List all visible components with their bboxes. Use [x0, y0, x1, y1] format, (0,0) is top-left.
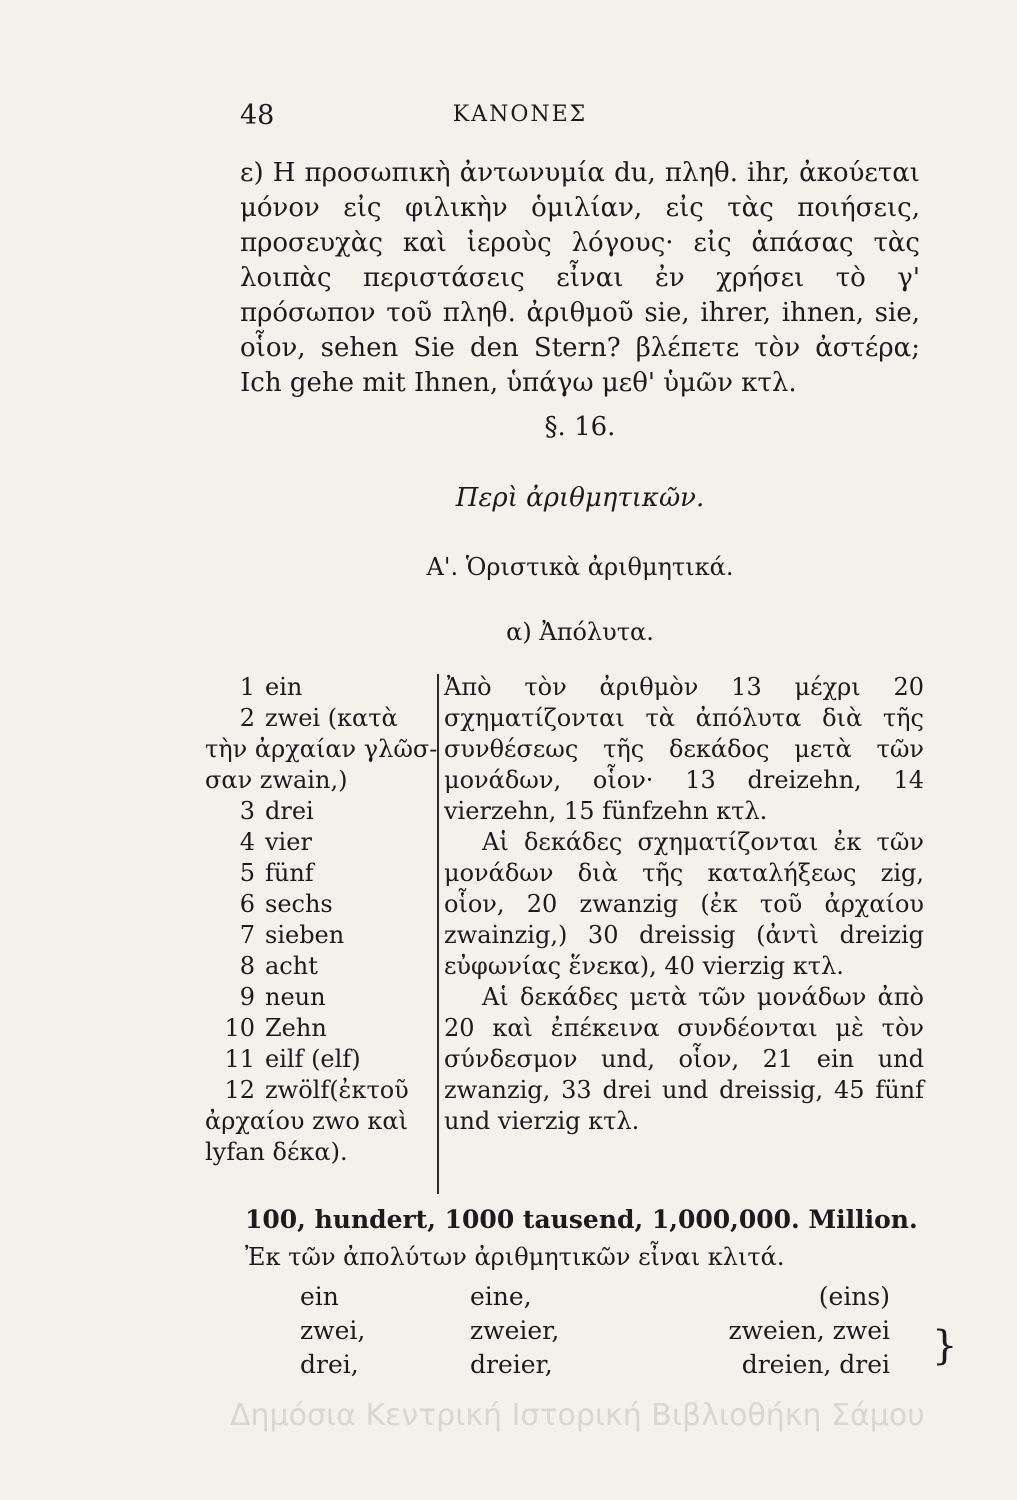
- paragraph-e-text: ε) Η προσωπικὴ ἀντωνυμία du, πληθ. ihr, ἀκούεται μόνον εἰς φιλικὴν ὁμιλίαν, εἰς τὰς ποιήσεις, προσευχὰς καὶ ἱεροὺς λόγους· εἰς ἁπάσας τὰς λοιπὰς περιστάσεις εἶναι ἐν χρήσει τὸ γ' πρόσωπον τοῦ πληθ. ἀριθμοῦ sie, ihrer, ihnen, sie, οἷον, sehen Sie den Stern? βλέπετε τὸν ἀστέρα; Ich gehe mit Ihnen, ὑπάγω μεθ' ὑμῶν κτλ.: [240, 158, 920, 398]
- section-title: Περὶ ἀριθμητικῶν.: [455, 483, 705, 513]
- list-item: ἀρχαίου zwo καὶ: [205, 1107, 409, 1135]
- list-item: 4 vier: [239, 828, 312, 856]
- list-item: τὴν ἀρχαίαν γλῶσ-: [205, 735, 438, 763]
- column-divider: [437, 674, 439, 1194]
- list-item: 9 neun: [239, 983, 326, 1011]
- explanation-paragraph-2: Αἱ δεκάδες σχηματίζονται ἐκ τῶν μονάδων διὰ τῆς καταλήξεως zig, οἷον, 20 zwanzig (ἐκ τοῦ ἀρχαίου zwainzig,) 30 dreissig (ἀντὶ dreizig εὐφωνίας ἕνεκα), 40 vierzig κτλ.: [444, 828, 924, 980]
- list-item: 1 ein: [239, 673, 303, 701]
- explanation-paragraph-3: Αἱ δεκάδες μετὰ τῶν μονάδων ἀπὸ 20 καὶ ἐπέκεινα συνδέονται μὲ τὸν σύνδεσμον und, οἷον, 21 ein und zwanzig, 33 drei und dreissig, 45 fünf und vierzig κτλ.: [444, 983, 924, 1135]
- list-item: 5 fünf: [239, 859, 314, 887]
- declinable-note: Ἐκ τῶν ἀπολύτων ἀριθμητικῶν εἶναι κλιτά.: [245, 1243, 785, 1271]
- table-row: ein eine, (eins): [300, 1282, 890, 1311]
- numbers-explanation: [444, 672, 924, 1137]
- list-item: 10 Zehn: [224, 1014, 327, 1042]
- table-row: zwei, zweier, zweien, zwei: [300, 1316, 890, 1345]
- numbers-list: [205, 672, 438, 1168]
- list-item: 7 sieben: [239, 921, 345, 949]
- page-number: 48: [240, 100, 275, 131]
- list-item: 8 acht: [239, 952, 318, 980]
- paragraph-e: [240, 156, 920, 401]
- page-header: [240, 100, 800, 140]
- list-item: lyfan δέκα).: [205, 1138, 348, 1166]
- library-watermark: Δημόσια Κεντρική Ιστορική Βιβλιοθήκη Σάμου: [230, 1398, 925, 1433]
- subsection-subheading: α) Ἀπόλυτα.: [506, 618, 654, 646]
- list-item: 11 eilf (elf): [224, 1045, 361, 1073]
- list-item: σαν zwain,): [205, 766, 348, 794]
- explanation-paragraph-1: Ἀπὸ τὸν ἀριθμὸν 13 μέχρι 20 σχηματίζονται τὰ ἀπόλυτα διὰ τῆς συνθέσεως τῆς δεκάδος μετὰ τῶν μονάδων, οἷον· 13 dreizehn, 14 vierzehn, 15 fünfzehn κτλ.: [444, 673, 924, 825]
- table-row: drei, dreier, dreien, drei: [300, 1350, 890, 1379]
- list-item: 3 drei: [239, 797, 314, 825]
- running-title: ΚΑΝΟΝΕΣ: [452, 102, 588, 127]
- subsection-heading: Α'. Ὁριστικὰ ἀριθμητικά.: [426, 553, 734, 581]
- section-number: §. 16.: [544, 412, 616, 442]
- list-item: 2 zwei (κατὰ: [239, 704, 398, 732]
- list-item: 12 zwölf(ἐκτοῦ: [224, 1076, 409, 1104]
- declension-table: [300, 1280, 940, 1382]
- large-numbers-line: 100, hundert, 1000 tausend, 1,000,000. Million.: [245, 1205, 918, 1234]
- brace-mark: }: [932, 1323, 958, 1369]
- list-item: 6 sechs: [239, 890, 333, 918]
